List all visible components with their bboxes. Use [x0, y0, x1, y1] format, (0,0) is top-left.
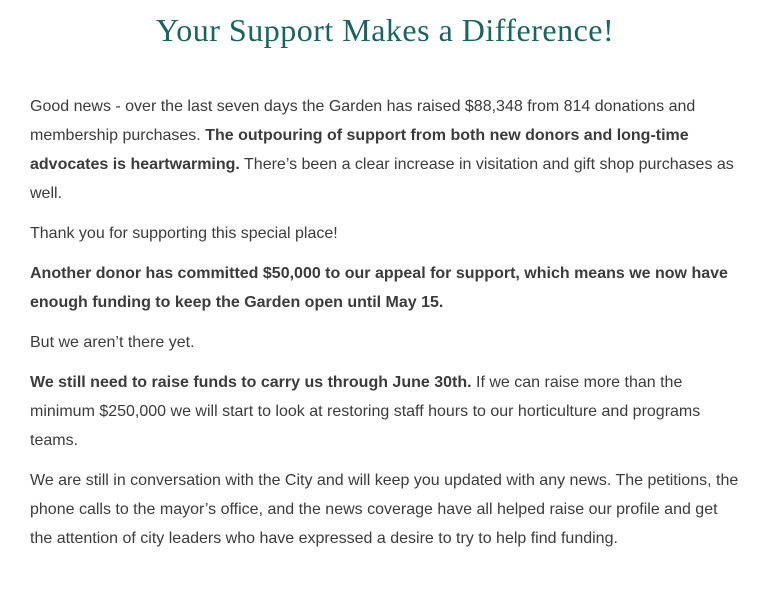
- paragraph: [30, 368, 744, 455]
- text-segment: If we can raise more than the minimum $250,000 we will start to look at restoring staff hours to our horticulture and programs teams.: [30, 374, 701, 449]
- text-segment: There’s been a clear increase in visitation and gift shop purchases as well.: [30, 156, 734, 202]
- text-segment: Thank you for supporting this special place!: [30, 225, 338, 242]
- paragraph: [30, 328, 744, 357]
- paragraph: [30, 92, 744, 208]
- text-segment: Good news - over the last seven days the Garden has raised $88,348 from 814 donations and membership purchases.: [30, 98, 696, 144]
- text-segment: We are still in conversation with the City and will keep you updated with any news. The petitions, the phone calls to the mayor’s office, and the news coverage have all helped raise our profile and get the attention of city leaders who have expressed a desire to try to help find funding.: [30, 472, 739, 547]
- page-title: Your Support Makes a Difference!: [155, 12, 615, 48]
- paragraph: [30, 219, 744, 248]
- text-segment: Another donor has committed $50,000 to our appeal for support, which means we now have enough funding to keep the Garden open until May 15.: [30, 265, 728, 311]
- text-segment: But we aren’t there yet.: [30, 334, 195, 351]
- paragraph: [30, 466, 744, 553]
- paragraph: [30, 259, 744, 317]
- text-segment: The outpouring of support from both new donors and long-time advocates is heartwarming.: [30, 127, 689, 173]
- announcement-body: [0, 92, 770, 553]
- text-segment: We still need to raise funds to carry us through June 30th.: [30, 374, 472, 391]
